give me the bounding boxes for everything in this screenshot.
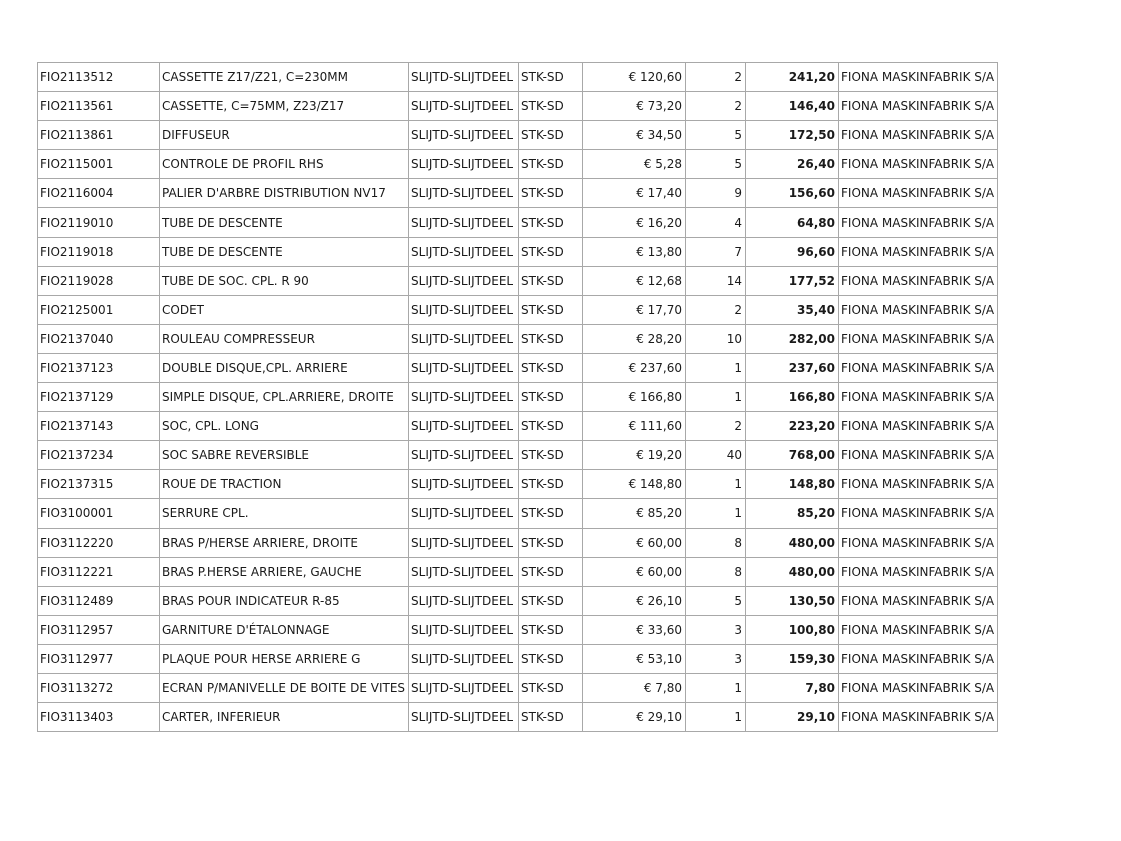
supplier-cell: FIONA MASKINFABRIK S/A	[839, 499, 998, 528]
table-row	[38, 150, 998, 179]
description-cell: CASSETTE, C=75MM, Z23/Z17	[160, 92, 409, 121]
description-cell: BRAS P.HERSE ARRIERE, GAUCHE	[160, 557, 409, 586]
description-cell: DIFFUSEUR	[160, 121, 409, 150]
supplier-cell: FIONA MASKINFABRIK S/A	[839, 324, 998, 353]
quantity-cell: 9	[686, 179, 746, 208]
category-cell: SLIJTD-SLIJTDEEL	[409, 528, 519, 557]
unit-price-cell: € 34,50	[583, 121, 686, 150]
quantity-cell: 14	[686, 266, 746, 295]
line-total-cell: 223,20	[746, 412, 839, 441]
unit-price-cell: € 5,28	[583, 150, 686, 179]
table-row	[38, 528, 998, 557]
description-cell: SERRURE CPL.	[160, 499, 409, 528]
unit-cell: STK-SD	[519, 179, 583, 208]
category-cell: SLIJTD-SLIJTDEEL	[409, 586, 519, 615]
quantity-cell: 1	[686, 353, 746, 382]
category-cell: SLIJTD-SLIJTDEEL	[409, 208, 519, 237]
category-cell: SLIJTD-SLIJTDEEL	[409, 441, 519, 470]
table-row	[38, 673, 998, 702]
line-total-cell: 130,50	[746, 586, 839, 615]
unit-cell: STK-SD	[519, 383, 583, 412]
table-row	[38, 499, 998, 528]
table-row	[38, 63, 998, 92]
category-cell: SLIJTD-SLIJTDEEL	[409, 237, 519, 266]
unit-cell: STK-SD	[519, 412, 583, 441]
unit-price-cell: € 19,20	[583, 441, 686, 470]
table-row	[38, 237, 998, 266]
unit-cell: STK-SD	[519, 208, 583, 237]
quantity-cell: 2	[686, 295, 746, 324]
part-code-cell: FIO2113512	[38, 63, 160, 92]
supplier-cell: FIONA MASKINFABRIK S/A	[839, 237, 998, 266]
supplier-cell: FIONA MASKINFABRIK S/A	[839, 673, 998, 702]
line-total-cell: 96,60	[746, 237, 839, 266]
line-total-cell: 29,10	[746, 703, 839, 732]
description-cell: CODET	[160, 295, 409, 324]
quantity-cell: 1	[686, 470, 746, 499]
unit-cell: STK-SD	[519, 703, 583, 732]
line-total-cell: 768,00	[746, 441, 839, 470]
quantity-cell: 3	[686, 644, 746, 673]
line-total-cell: 156,60	[746, 179, 839, 208]
supplier-cell: FIONA MASKINFABRIK S/A	[839, 557, 998, 586]
parts-table	[37, 62, 998, 732]
table-row	[38, 353, 998, 382]
part-code-cell: FIO3112489	[38, 586, 160, 615]
part-code-cell: FIO3113272	[38, 673, 160, 702]
category-cell: SLIJTD-SLIJTDEEL	[409, 470, 519, 499]
table-row	[38, 470, 998, 499]
quantity-cell: 1	[686, 673, 746, 702]
line-total-cell: 64,80	[746, 208, 839, 237]
unit-price-cell: € 29,10	[583, 703, 686, 732]
description-cell: TUBE DE DESCENTE	[160, 237, 409, 266]
unit-price-cell: € 16,20	[583, 208, 686, 237]
line-total-cell: 480,00	[746, 528, 839, 557]
description-cell: CASSETTE Z17/Z21, C=230MM	[160, 63, 409, 92]
supplier-cell: FIONA MASKINFABRIK S/A	[839, 412, 998, 441]
line-total-cell: 26,40	[746, 150, 839, 179]
supplier-cell: FIONA MASKINFABRIK S/A	[839, 179, 998, 208]
part-code-cell: FIO2137123	[38, 353, 160, 382]
table-row	[38, 324, 998, 353]
part-code-cell: FIO2137040	[38, 324, 160, 353]
line-total-cell: 480,00	[746, 557, 839, 586]
category-cell: SLIJTD-SLIJTDEEL	[409, 703, 519, 732]
part-code-cell: FIO3113403	[38, 703, 160, 732]
part-code-cell: FIO2137315	[38, 470, 160, 499]
table-row	[38, 383, 998, 412]
quantity-cell: 5	[686, 121, 746, 150]
supplier-cell: FIONA MASKINFABRIK S/A	[839, 383, 998, 412]
quantity-cell: 8	[686, 528, 746, 557]
category-cell: SLIJTD-SLIJTDEEL	[409, 92, 519, 121]
table-row	[38, 644, 998, 673]
unit-cell: STK-SD	[519, 615, 583, 644]
part-code-cell: FIO2119028	[38, 266, 160, 295]
table-row	[38, 179, 998, 208]
description-cell: DOUBLE DISQUE,CPL. ARRIERE	[160, 353, 409, 382]
line-total-cell: 100,80	[746, 615, 839, 644]
unit-cell: STK-SD	[519, 63, 583, 92]
unit-price-cell: € 13,80	[583, 237, 686, 266]
description-cell: BRAS POUR INDICATEUR R-85	[160, 586, 409, 615]
table-row	[38, 92, 998, 121]
unit-cell: STK-SD	[519, 586, 583, 615]
quantity-cell: 1	[686, 499, 746, 528]
description-cell: ECRAN P/MANIVELLE DE BOITE DE VITES	[160, 673, 409, 702]
line-total-cell: 282,00	[746, 324, 839, 353]
unit-cell: STK-SD	[519, 499, 583, 528]
description-cell: ROULEAU COMPRESSEUR	[160, 324, 409, 353]
part-code-cell: FIO2119010	[38, 208, 160, 237]
supplier-cell: FIONA MASKINFABRIK S/A	[839, 266, 998, 295]
unit-cell: STK-SD	[519, 150, 583, 179]
unit-cell: STK-SD	[519, 470, 583, 499]
supplier-cell: FIONA MASKINFABRIK S/A	[839, 615, 998, 644]
part-code-cell: FIO2116004	[38, 179, 160, 208]
unit-price-cell: € 17,40	[583, 179, 686, 208]
unit-price-cell: € 60,00	[583, 557, 686, 586]
unit-cell: STK-SD	[519, 644, 583, 673]
line-total-cell: 7,80	[746, 673, 839, 702]
unit-price-cell: € 7,80	[583, 673, 686, 702]
unit-price-cell: € 166,80	[583, 383, 686, 412]
unit-cell: STK-SD	[519, 324, 583, 353]
line-total-cell: 148,80	[746, 470, 839, 499]
quantity-cell: 1	[686, 383, 746, 412]
quantity-cell: 5	[686, 150, 746, 179]
unit-price-cell: € 120,60	[583, 63, 686, 92]
description-cell: ROUE DE TRACTION	[160, 470, 409, 499]
unit-cell: STK-SD	[519, 673, 583, 702]
part-code-cell: FIO2137143	[38, 412, 160, 441]
table-row	[38, 295, 998, 324]
description-cell: PLAQUE POUR HERSE ARRIERE G	[160, 644, 409, 673]
unit-price-cell: € 148,80	[583, 470, 686, 499]
line-total-cell: 172,50	[746, 121, 839, 150]
unit-cell: STK-SD	[519, 353, 583, 382]
quantity-cell: 5	[686, 586, 746, 615]
category-cell: SLIJTD-SLIJTDEEL	[409, 179, 519, 208]
description-cell: TUBE DE DESCENTE	[160, 208, 409, 237]
part-code-cell: FIO2113561	[38, 92, 160, 121]
unit-cell: STK-SD	[519, 528, 583, 557]
part-code-cell: FIO2137234	[38, 441, 160, 470]
quantity-cell: 4	[686, 208, 746, 237]
quantity-cell: 2	[686, 412, 746, 441]
unit-price-cell: € 12,68	[583, 266, 686, 295]
supplier-cell: FIONA MASKINFABRIK S/A	[839, 528, 998, 557]
unit-price-cell: € 237,60	[583, 353, 686, 382]
part-code-cell: FIO2119018	[38, 237, 160, 266]
category-cell: SLIJTD-SLIJTDEEL	[409, 615, 519, 644]
unit-cell: STK-SD	[519, 557, 583, 586]
supplier-cell: FIONA MASKINFABRIK S/A	[839, 121, 998, 150]
supplier-cell: FIONA MASKINFABRIK S/A	[839, 150, 998, 179]
table-row	[38, 703, 998, 732]
table-row	[38, 208, 998, 237]
description-cell: SOC, CPL. LONG	[160, 412, 409, 441]
category-cell: SLIJTD-SLIJTDEEL	[409, 644, 519, 673]
unit-price-cell: € 60,00	[583, 528, 686, 557]
unit-cell: STK-SD	[519, 237, 583, 266]
line-total-cell: 237,60	[746, 353, 839, 382]
unit-price-cell: € 73,20	[583, 92, 686, 121]
unit-price-cell: € 26,10	[583, 586, 686, 615]
description-cell: CARTER, INFERIEUR	[160, 703, 409, 732]
description-cell: CONTROLE DE PROFIL RHS	[160, 150, 409, 179]
supplier-cell: FIONA MASKINFABRIK S/A	[839, 441, 998, 470]
supplier-cell: FIONA MASKINFABRIK S/A	[839, 470, 998, 499]
supplier-cell: FIONA MASKINFABRIK S/A	[839, 703, 998, 732]
line-total-cell: 35,40	[746, 295, 839, 324]
unit-price-cell: € 33,60	[583, 615, 686, 644]
table-row	[38, 121, 998, 150]
category-cell: SLIJTD-SLIJTDEEL	[409, 63, 519, 92]
category-cell: SLIJTD-SLIJTDEEL	[409, 121, 519, 150]
category-cell: SLIJTD-SLIJTDEEL	[409, 295, 519, 324]
part-code-cell: FIO3112220	[38, 528, 160, 557]
category-cell: SLIJTD-SLIJTDEEL	[409, 324, 519, 353]
part-code-cell: FIO2115001	[38, 150, 160, 179]
table-row	[38, 557, 998, 586]
description-cell: SIMPLE DISQUE, CPL.ARRIERE, DROITE	[160, 383, 409, 412]
line-total-cell: 159,30	[746, 644, 839, 673]
line-total-cell: 241,20	[746, 63, 839, 92]
table-row	[38, 266, 998, 295]
supplier-cell: FIONA MASKINFABRIK S/A	[839, 63, 998, 92]
category-cell: SLIJTD-SLIJTDEEL	[409, 150, 519, 179]
unit-price-cell: € 85,20	[583, 499, 686, 528]
line-total-cell: 177,52	[746, 266, 839, 295]
unit-cell: STK-SD	[519, 92, 583, 121]
category-cell: SLIJTD-SLIJTDEEL	[409, 499, 519, 528]
unit-price-cell: € 17,70	[583, 295, 686, 324]
category-cell: SLIJTD-SLIJTDEEL	[409, 557, 519, 586]
part-code-cell: FIO2113861	[38, 121, 160, 150]
category-cell: SLIJTD-SLIJTDEEL	[409, 383, 519, 412]
quantity-cell: 1	[686, 703, 746, 732]
part-code-cell: FIO3112221	[38, 557, 160, 586]
quantity-cell: 10	[686, 324, 746, 353]
unit-cell: STK-SD	[519, 441, 583, 470]
quantity-cell: 7	[686, 237, 746, 266]
line-total-cell: 146,40	[746, 92, 839, 121]
part-code-cell: FIO2125001	[38, 295, 160, 324]
parts-table-body	[38, 63, 998, 732]
table-row	[38, 615, 998, 644]
supplier-cell: FIONA MASKINFABRIK S/A	[839, 586, 998, 615]
category-cell: SLIJTD-SLIJTDEEL	[409, 266, 519, 295]
quantity-cell: 3	[686, 615, 746, 644]
description-cell: GARNITURE D'ÉTALONNAGE	[160, 615, 409, 644]
supplier-cell: FIONA MASKINFABRIK S/A	[839, 92, 998, 121]
description-cell: SOC SABRE REVERSIBLE	[160, 441, 409, 470]
part-code-cell: FIO3112977	[38, 644, 160, 673]
unit-price-cell: € 53,10	[583, 644, 686, 673]
category-cell: SLIJTD-SLIJTDEEL	[409, 412, 519, 441]
supplier-cell: FIONA MASKINFABRIK S/A	[839, 295, 998, 324]
description-cell: TUBE DE SOC. CPL. R 90	[160, 266, 409, 295]
unit-price-cell: € 111,60	[583, 412, 686, 441]
category-cell: SLIJTD-SLIJTDEEL	[409, 353, 519, 382]
supplier-cell: FIONA MASKINFABRIK S/A	[839, 644, 998, 673]
unit-price-cell: € 28,20	[583, 324, 686, 353]
quantity-cell: 2	[686, 63, 746, 92]
description-cell: BRAS P/HERSE ARRIERE, DROITE	[160, 528, 409, 557]
supplier-cell: FIONA MASKINFABRIK S/A	[839, 208, 998, 237]
supplier-cell: FIONA MASKINFABRIK S/A	[839, 353, 998, 382]
quantity-cell: 2	[686, 92, 746, 121]
line-total-cell: 85,20	[746, 499, 839, 528]
part-code-cell: FIO2137129	[38, 383, 160, 412]
quantity-cell: 40	[686, 441, 746, 470]
part-code-cell: FIO3100001	[38, 499, 160, 528]
unit-cell: STK-SD	[519, 266, 583, 295]
part-code-cell: FIO3112957	[38, 615, 160, 644]
line-total-cell: 166,80	[746, 383, 839, 412]
description-cell: PALIER D'ARBRE DISTRIBUTION NV17	[160, 179, 409, 208]
unit-cell: STK-SD	[519, 295, 583, 324]
table-row	[38, 586, 998, 615]
category-cell: SLIJTD-SLIJTDEEL	[409, 673, 519, 702]
unit-cell: STK-SD	[519, 121, 583, 150]
table-row	[38, 412, 998, 441]
table-row	[38, 441, 998, 470]
quantity-cell: 8	[686, 557, 746, 586]
